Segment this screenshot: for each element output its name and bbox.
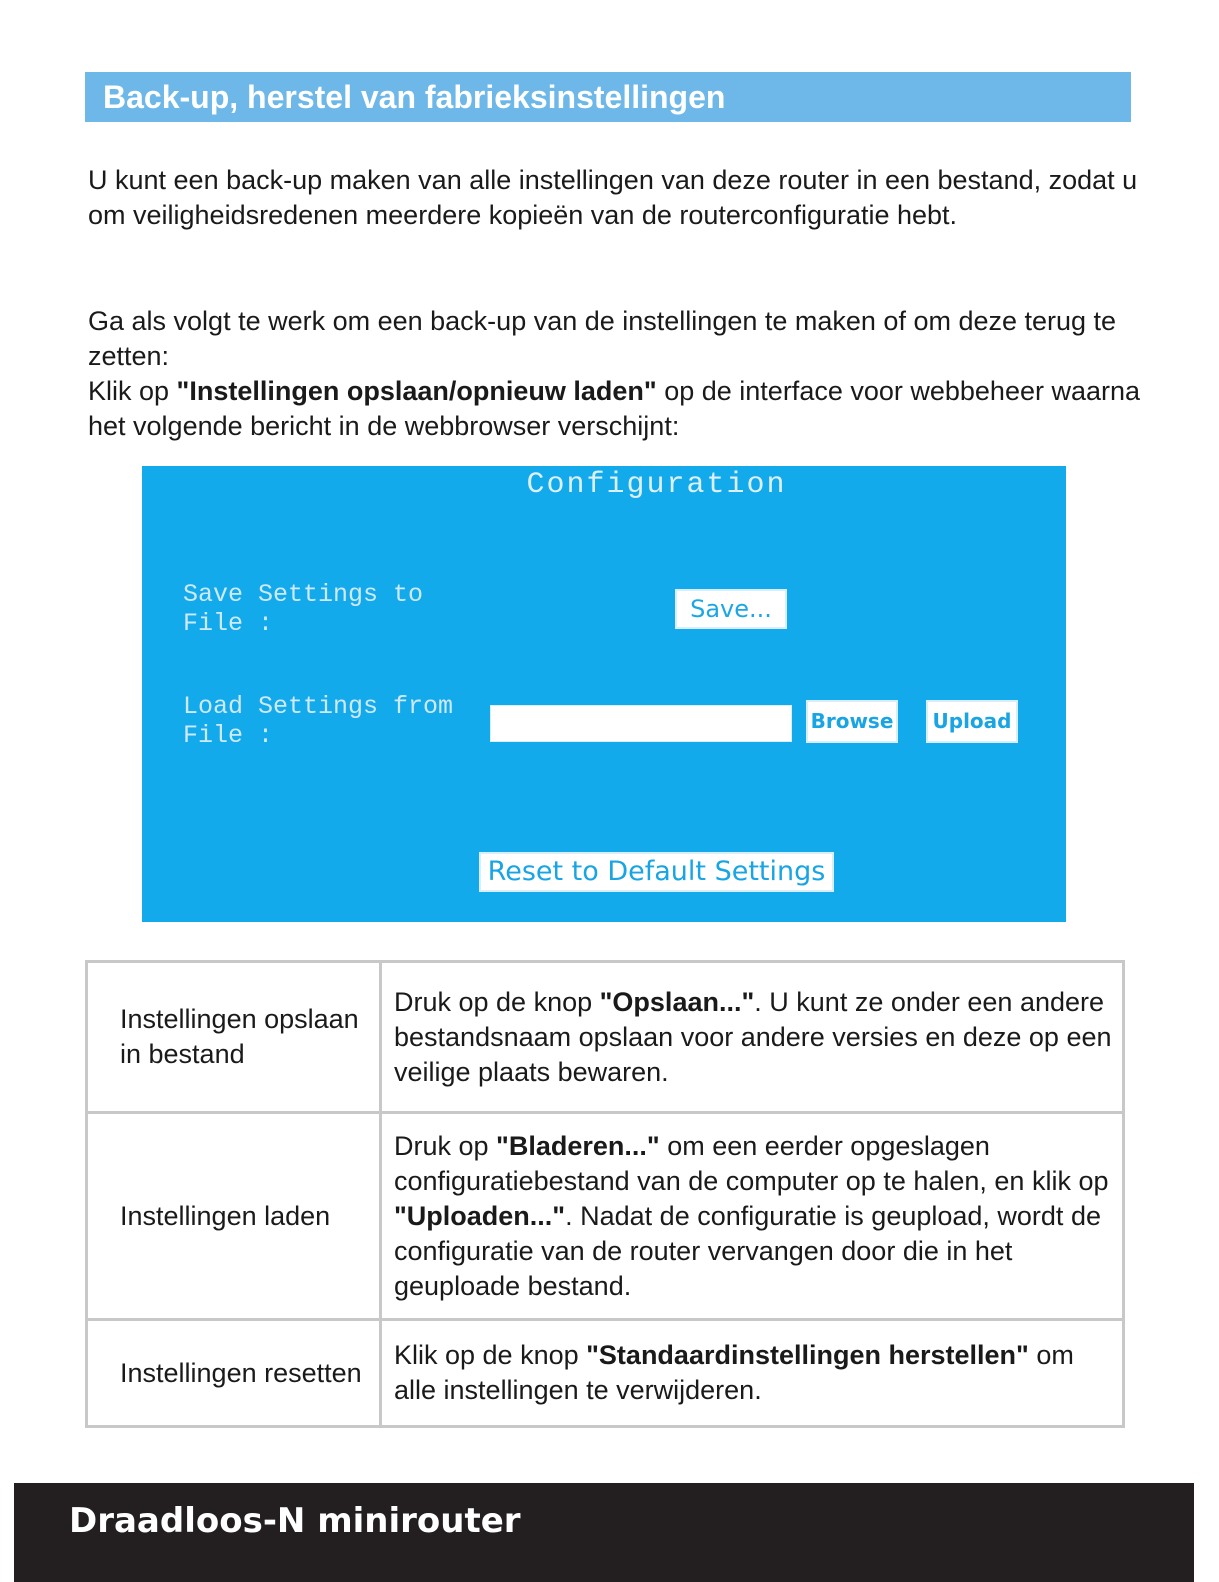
product-name: Draadloos-N minirouter bbox=[69, 1501, 521, 1541]
click-text-post: op de interface voor webbeheer waarna het volgende bericht in de webbrowser verschijnt: bbox=[88, 376, 1141, 441]
save-label-line2: File : bbox=[183, 609, 274, 638]
instructions-text: Ga als volgt te werk om een back-up van de instellingen te maken of om deze terug te zetten: bbox=[88, 306, 1117, 371]
button-reference: "Standaardinstellingen herstellen" bbox=[586, 1340, 1029, 1370]
footer-bar bbox=[14, 1483, 1194, 1582]
browse-button[interactable]: Browse bbox=[806, 700, 898, 743]
section-title: Back-up, herstel van fabrieksinstellingen bbox=[103, 79, 726, 115]
button-reference: "Uploaden..." bbox=[394, 1200, 566, 1231]
load-settings-label bbox=[183, 692, 453, 750]
load-label-line1: Load Settings from bbox=[183, 692, 454, 721]
file-path-input[interactable] bbox=[490, 705, 792, 742]
row-description: Klik op de knop "Standaardinstellingen herstellen" om alle instellingen te verwijderen. bbox=[381, 1320, 1124, 1427]
click-text-pre: Klik op bbox=[88, 376, 177, 406]
section-header bbox=[85, 72, 1131, 122]
table-row bbox=[87, 1320, 1124, 1427]
row-description: Druk op de knop "Opslaan...". U kunt ze onder een andere bestandsnaam opslaan voor andere versies en deze op een veilige plaats bewaren. bbox=[381, 962, 1124, 1113]
configuration-title: Configuration bbox=[526, 468, 787, 502]
save-settings-label bbox=[183, 580, 423, 638]
table-row bbox=[87, 1113, 1124, 1320]
load-label-line2: File : bbox=[183, 721, 274, 750]
intro-paragraph-1: U kunt een back-up maken van alle instellingen van deze router in een bestand, zodat u om veiligheidsredenen meerdere kopieën van de routerconfiguratie hebt. bbox=[88, 165, 1138, 230]
button-reference: "Bladeren..." bbox=[496, 1130, 660, 1161]
row-label: Instellingen laden bbox=[87, 1113, 381, 1320]
row-label: Instellingen opslaan in bestand bbox=[87, 962, 381, 1113]
row-label: Instellingen resetten bbox=[87, 1320, 381, 1427]
intro-paragraph-2 bbox=[88, 304, 1158, 444]
settings-table bbox=[85, 960, 1125, 1428]
upload-button[interactable]: Upload bbox=[926, 700, 1018, 743]
menu-reference: "Instellingen opslaan/opnieuw laden" bbox=[176, 376, 657, 406]
row-description: Druk op "Bladeren..." om een eerder opgeslagen configuratiebestand van de computer op te halen, en klik op "Uploaden...". Nadat de configuratie is geupload, wordt de configuratie van de router vervangen door die in het geuploade bestand. bbox=[381, 1113, 1124, 1320]
save-label-line1: Save Settings to bbox=[183, 580, 424, 609]
button-reference: "Opslaan..." bbox=[599, 986, 755, 1017]
reset-default-button[interactable]: Reset to Default Settings bbox=[479, 852, 834, 892]
save-button[interactable]: Save... bbox=[675, 589, 787, 629]
table-row bbox=[87, 962, 1124, 1113]
